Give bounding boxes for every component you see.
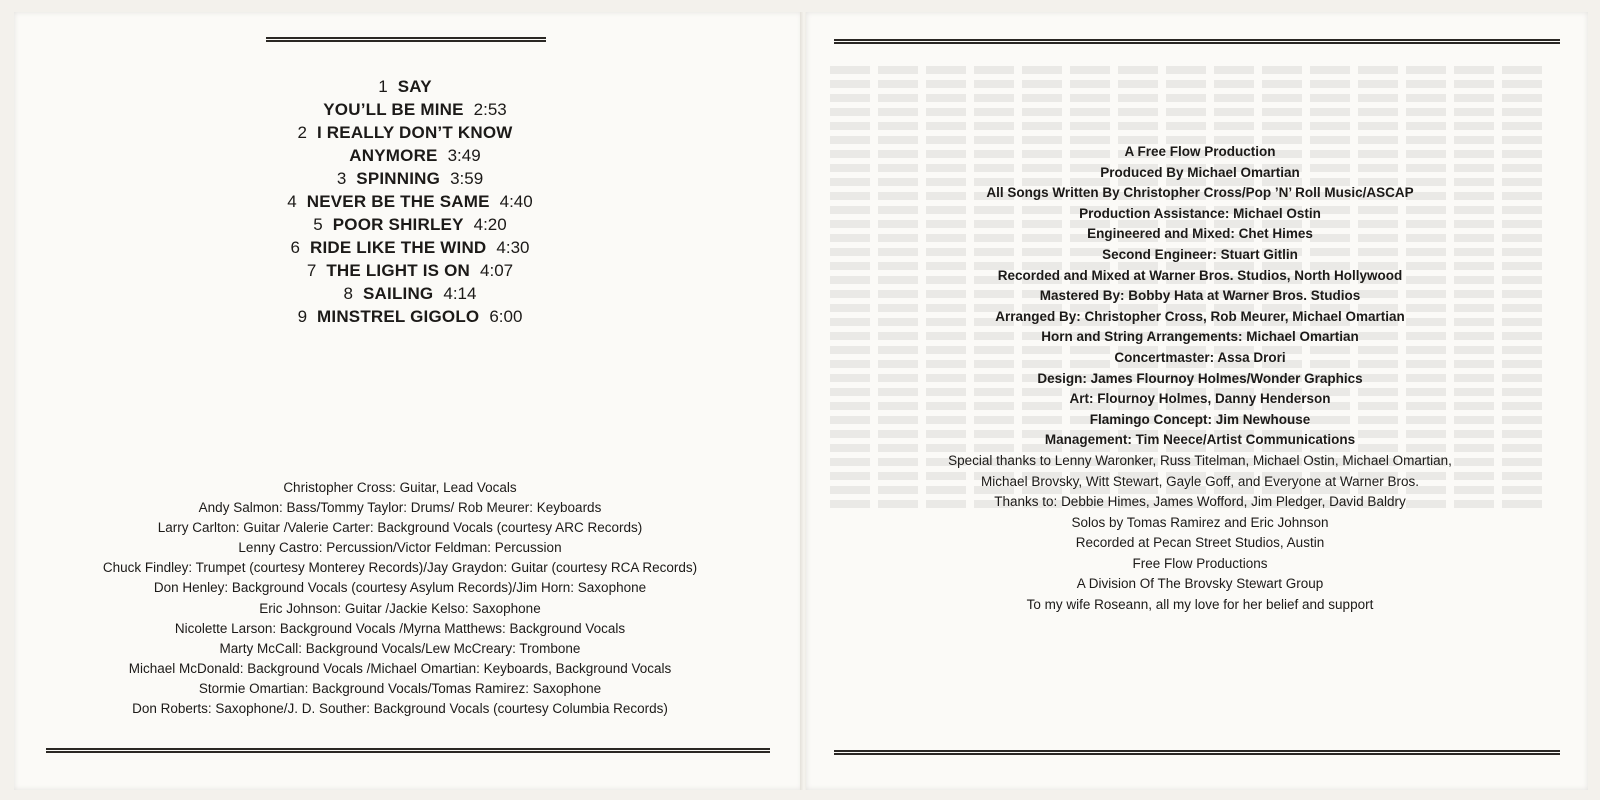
credit-line: Special thanks to Lenny Waronker, Russ Titelman, Michael Ostin, Michael Omartian, xyxy=(948,452,1452,468)
credit-line: Recorded at Pecan Street Studios, Austin xyxy=(1075,535,1325,551)
track-line: 6 RIDE LIKE THE WIND 4:30 xyxy=(290,238,530,257)
credit-line: Don Roberts: Saxophone/J. D. Souther: Background Vocals (courtesy Columbia Records) xyxy=(132,701,668,717)
credit-line: A Division Of The Brovsky Stewart Group xyxy=(1076,576,1324,592)
credit-line: Engineered and Mixed: Chet Himes xyxy=(1087,226,1313,242)
track-line: 1 SAY xyxy=(378,77,432,96)
track-line: 8 SAILING 4:14 xyxy=(343,284,477,303)
credit-line: Eric Johnson: Guitar /Jackie Kelso: Saxophone xyxy=(259,600,541,616)
credit-line: Larry Carlton: Guitar /Valerie Carter: Background Vocals (courtesy ARC Records) xyxy=(157,520,643,536)
credit-line: Andy Salmon: Bass/Tommy Taylor: Drums/ Rob Meurer: Keyboards xyxy=(198,500,602,516)
track-list xyxy=(230,75,590,328)
credit-line: Recorded and Mixed at Warner Bros. Studios, North Hollywood xyxy=(997,267,1403,283)
credit-line: Management: Tim Neece/Artist Communications xyxy=(1044,432,1356,448)
credit-line: Marty McCall: Background Vocals/Lew McCreary: Trombone xyxy=(219,640,581,656)
left-top-rule xyxy=(266,37,546,42)
credit-line: Second Engineer: Stuart Gitlin xyxy=(1102,246,1298,262)
credit-line: Michael McDonald: Background Vocals /Michael Omartian: Keyboards, Background Vocals xyxy=(128,660,672,676)
credit-line: Thanks to: Debbie Himes, James Wofford, Jim Pledger, David Baldry xyxy=(994,494,1406,510)
credit-line: Christopher Cross: Guitar, Lead Vocals xyxy=(283,480,517,495)
track-line: 2 I REALLY DON’T KNOW xyxy=(297,123,513,142)
credit-line: Stormie Omartian: Background Vocals/Tomas Ramirez: Saxophone xyxy=(198,680,602,696)
track-line: 7 THE LIGHT IS ON 4:07 xyxy=(306,261,514,280)
credit-line: Free Flow Productions xyxy=(1132,555,1268,571)
credit-line: Art: Flournoy Holmes, Danny Henderson xyxy=(1069,391,1331,407)
credit-line: Flamingo Concept: Jim Newhouse xyxy=(1089,411,1311,427)
credit-line: Michael Brovsky, Witt Stewart, Gayle Goff, and Everyone at Warner Bros. xyxy=(981,473,1419,489)
credit-line: To my wife Roseann, all my love for her belief and support xyxy=(1026,597,1374,613)
left-bottom-rule xyxy=(46,748,770,753)
musician-credits xyxy=(20,478,780,719)
credit-line: Chuck Findley: Trumpet (courtesy Monterey Records)/Jay Graydon: Guitar (courtesy RCA Records) xyxy=(102,560,698,576)
track-line: 4 NEVER BE THE SAME 4:40 xyxy=(287,192,533,211)
track-line: 9 MINSTREL GIGOLO 6:00 xyxy=(297,307,523,326)
production-credits xyxy=(860,142,1540,616)
track-line: 5 POOR SHIRLEY 4:20 xyxy=(313,215,507,234)
credit-line: Solos by Tomas Ramirez and Eric Johnson xyxy=(1071,514,1329,530)
right-bottom-rule xyxy=(834,750,1560,755)
credit-line: Nicolette Larson: Background Vocals /Myrna Matthews: Background Vocals xyxy=(174,620,626,636)
credit-line: Concertmaster: Assa Drori xyxy=(1114,349,1286,365)
credit-line: Mastered By: Bobby Hata at Warner Bros. Studios xyxy=(1039,288,1361,304)
right-top-rule xyxy=(834,39,1560,44)
credit-line: Lenny Castro: Percussion/Victor Feldman: Percussion xyxy=(238,540,562,556)
track-line: YOU’LL BE MINE 2:53 xyxy=(323,100,507,119)
credit-line: Production Assistance: Michael Ostin xyxy=(1079,205,1321,221)
credit-line: All Songs Written By Christopher Cross/Pop ’N’ Roll Music/ASCAP xyxy=(986,185,1414,201)
credit-line: Design: James Flournoy Holmes/Wonder Graphics xyxy=(1037,370,1363,386)
credit-line: Arranged By: Christopher Cross, Rob Meurer, Michael Omartian xyxy=(995,308,1405,324)
credit-line: Don Henley: Background Vocals (courtesy Asylum Records)/Jim Horn: Saxophone xyxy=(153,580,647,596)
credit-line: Produced By Michael Omartian xyxy=(1100,164,1300,180)
track-line: ANYMORE 3:49 xyxy=(349,146,481,165)
credit-line: Horn and String Arrangements: Michael Omartian xyxy=(1041,329,1359,345)
track-line: 3 SPINNING 3:59 xyxy=(336,169,484,188)
credit-line: A Free Flow Production xyxy=(1124,144,1276,159)
